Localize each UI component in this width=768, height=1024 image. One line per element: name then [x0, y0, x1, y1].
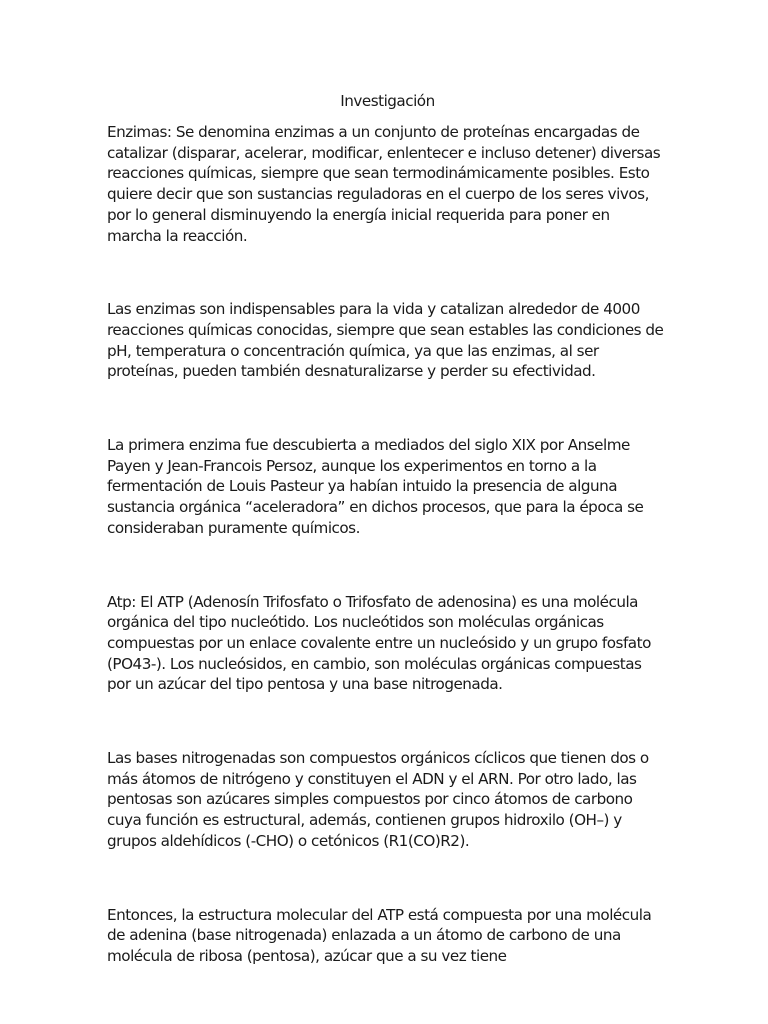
paragraph-atp-structure: Entonces, la estructura molecular del ATP está compuesta por una molécula de adenina (base nitrogenada) enlazada a un átomo de carbono de una molécula de ribosa (pentosa), azúcar que a su vez tiene [107, 905, 652, 965]
paragraph-spacer [107, 695, 668, 748]
paragraph-spacer [107, 382, 668, 435]
paragraph-bases-nitrogenadas: Las bases nitrogenadas son compuestos orgánicos cíclicos que tienen dos o más átomos de nitrógeno y constituyen el ADN y el ARN. Por otro lado, las pentosas son azúcares simples compuestos por cinco átomos de carbono cuya función es estructural, además, contienen grupos hidroxilo (OH–) y grupos aldehídicos (-CHO) o cetónicos (R1(CO)R2). [107, 749, 649, 850]
paragraph-atp-definition: Atp: El ATP (Adenosín Trifosfato o Trifosfato de adenosina) es una molécula orgánica del tipo nucleótido. Los nucleótidos son moléculas orgánicas compuestas por un enlace covalente entre un nucleósido y un grupo fosfato (PO43-). Los nucleósidos, en cambio, son moléculas orgánicas compuestas por un azúcar del tipo pentosa y una base nitrogenada. [107, 592, 651, 694]
paragraph-spacer [107, 539, 668, 592]
paragraph-spacer [107, 852, 668, 905]
paragraph-enzimas-importance: Las enzimas son indispensables para la vida y catalizan alrededor de 4000 reacciones químicas conocidas, siempre que sean estables las condiciones de pH, temperatura o concentración química, ya que las enzimas, al ser proteínas, pueden también desnaturalizarse y perder su efectividad. [107, 300, 664, 381]
paragraph-enzimas-history: La primera enzima fue descubierta a mediados del siglo XIX por Anselme Payen y Jean-Francois Persoz, aunque los experimentos en torno a la fermentación de Louis Pasteur ya habían intuido la presencia de alguna sustancia orgánica “aceleradora” en dichos procesos, que para la época se consideraban puramente químicos. [107, 436, 644, 537]
paragraph-enzimas-definition: Enzimas: Se denomina enzimas a un conjunto de proteínas encargadas de catalizar (disparar, acelerar, modificar, enlentecer e incluso detener) diversas reacciones químicas, siempre que sean termodinámicamente posibles. Esto quiere decir que son sustancias reguladoras en el cuerpo de los seres vivos, por lo general disminuyendo la energía inicial requerida para poner en marcha la reacción. [107, 123, 661, 245]
paragraph-spacer [107, 246, 668, 299]
document-title: Investigación [340, 92, 435, 110]
